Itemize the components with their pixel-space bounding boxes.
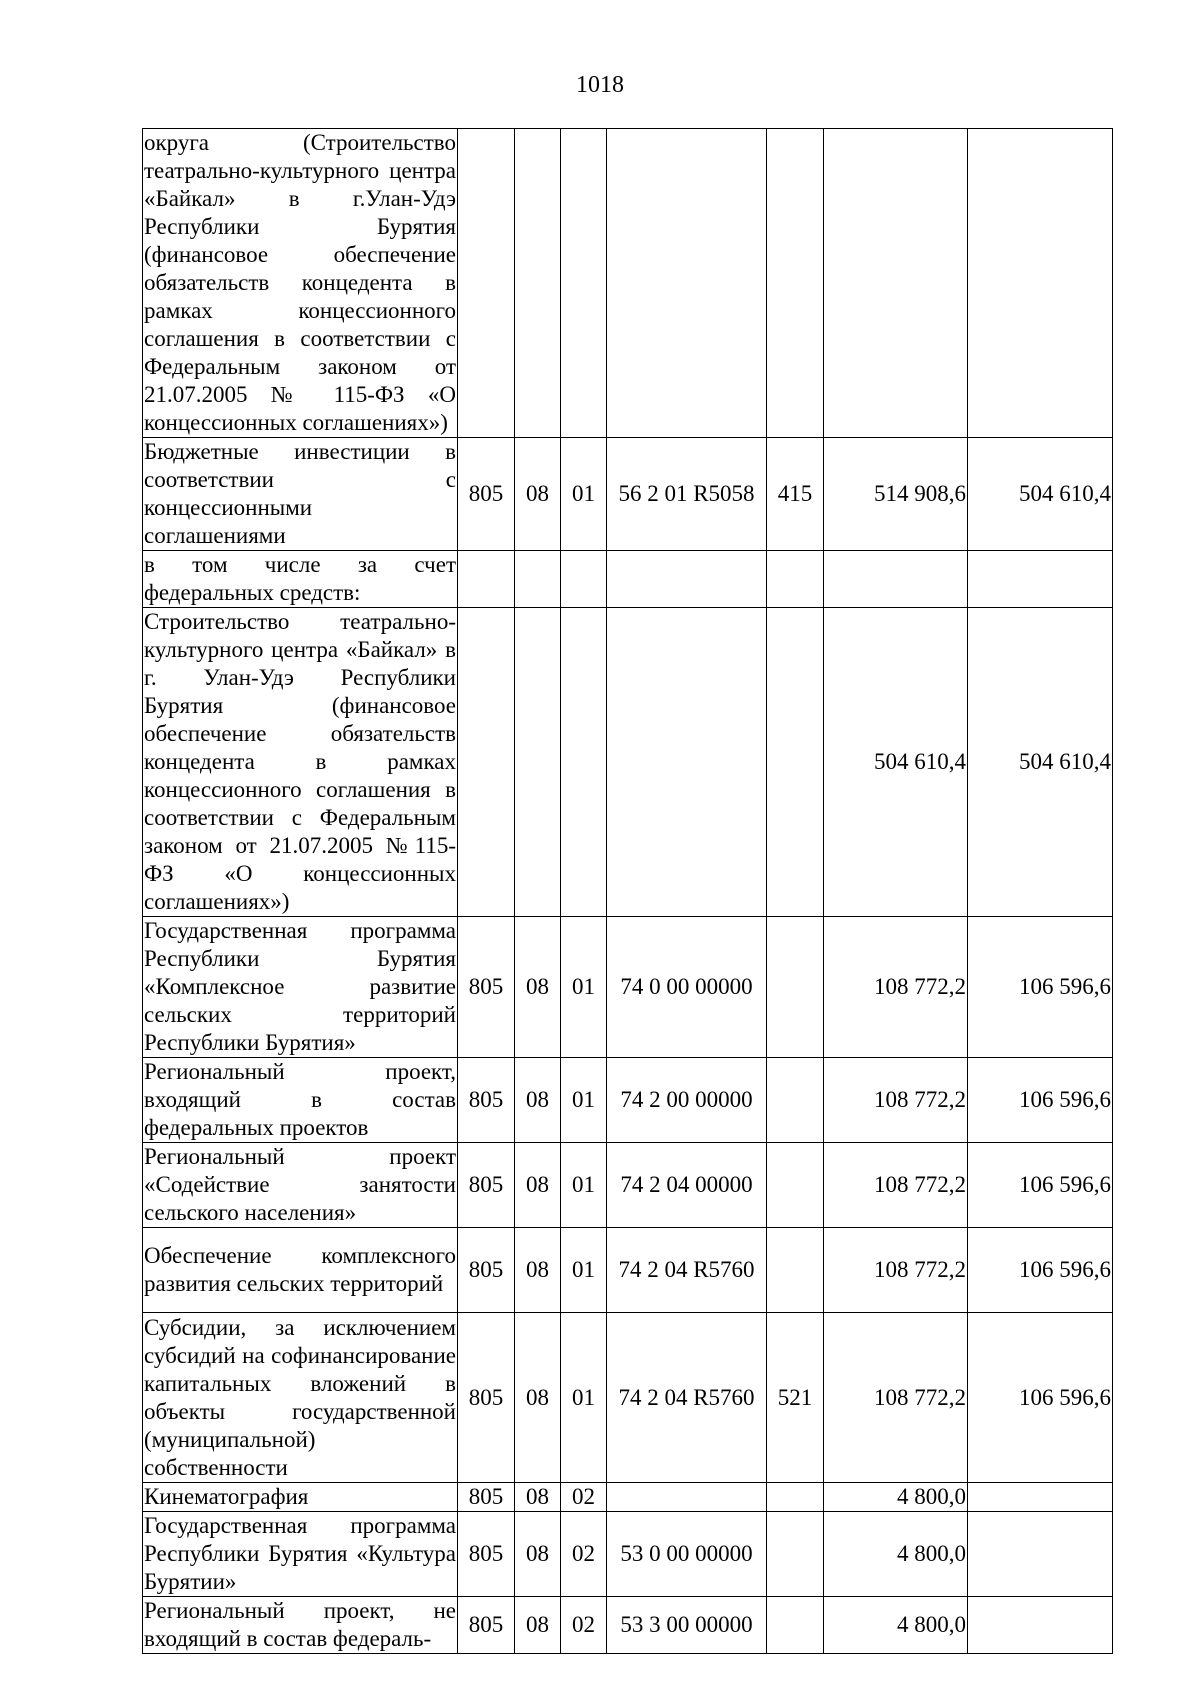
amount-year-1: 514 908,6 (824, 438, 968, 551)
table-row (143, 1143, 1113, 1228)
expense-type-code (767, 1058, 824, 1143)
subsection-code (561, 551, 607, 608)
target-article-code: 53 0 00 00000 (607, 1512, 767, 1597)
subsection-code: 02 (561, 1597, 607, 1654)
expense-type-code (767, 917, 824, 1058)
section-code (515, 551, 561, 608)
subsection-code (561, 129, 607, 438)
expense-type-code: 521 (767, 1313, 824, 1483)
section-code: 08 (515, 1483, 561, 1512)
budget-table (142, 128, 1113, 1654)
amount-year-2 (968, 551, 1113, 608)
grbs-code (458, 129, 515, 438)
amount-year-2: 106 596,6 (968, 1143, 1113, 1228)
section-code: 08 (515, 1313, 561, 1483)
section-code: 08 (515, 1597, 561, 1654)
row-name: Региональный проект, входящий в состав федеральных проектов (143, 1058, 458, 1143)
expense-type-code (767, 129, 824, 438)
target-article-code: 53 3 00 00000 (607, 1597, 767, 1654)
row-name: округа (Строительство театрально-культурного центра «Байкал» в г.Улан-Удэ Республики Бурятия (финансовое обеспечение обязательств концедента в рамках концессионного соглашения в соответствии с Федеральным законом от 21.07.2005 № 115-ФЗ «О концессионных соглашениях») (143, 129, 458, 438)
row-name: Строительство театрально-культурного центра «Байкал» в г. Улан-Удэ Республики Бурятия (финансовое обеспечение обязательств концедента в рамках концессионного соглашения в соответствии с Федеральным законом от 21.07.2005 №115-ФЗ «О концессионных соглашениях») (143, 608, 458, 917)
amount-year-1: 108 772,2 (824, 1058, 968, 1143)
section-code (515, 129, 561, 438)
section-code: 08 (515, 1058, 561, 1143)
grbs-code (458, 551, 515, 608)
target-article-code (607, 608, 767, 917)
grbs-code: 805 (458, 1058, 515, 1143)
amount-year-2 (968, 1483, 1113, 1512)
amount-year-2 (968, 1597, 1113, 1654)
table-row (143, 1313, 1113, 1483)
target-article-code: 74 2 00 00000 (607, 1058, 767, 1143)
amount-year-1 (824, 129, 968, 438)
amount-year-2: 106 596,6 (968, 1228, 1113, 1313)
subsection-code: 02 (561, 1483, 607, 1512)
section-code: 08 (515, 1228, 561, 1313)
amount-year-2: 106 596,6 (968, 1058, 1113, 1143)
expense-type-code (767, 1597, 824, 1654)
grbs-code: 805 (458, 1313, 515, 1483)
target-article-code: 74 0 00 00000 (607, 917, 767, 1058)
amount-year-1: 4 800,0 (824, 1597, 968, 1654)
amount-year-1 (824, 551, 968, 608)
grbs-code (458, 608, 515, 917)
page-number: 1018 (576, 72, 624, 98)
amount-year-1: 504 610,4 (824, 608, 968, 917)
row-name: в том числе за счет федеральных средств: (143, 551, 458, 608)
section-code: 08 (515, 1512, 561, 1597)
amount-year-2: 504 610,4 (968, 438, 1113, 551)
amount-year-2: 106 596,6 (968, 1313, 1113, 1483)
expense-type-code (767, 551, 824, 608)
table-row (143, 1483, 1113, 1512)
amount-year-1: 108 772,2 (824, 1228, 968, 1313)
grbs-code: 805 (458, 1512, 515, 1597)
grbs-code: 805 (458, 1483, 515, 1512)
target-article-code (607, 551, 767, 608)
target-article-code: 56 2 01 R5058 (607, 438, 767, 551)
amount-year-2 (968, 1512, 1113, 1597)
table-row (143, 1597, 1113, 1654)
expense-type-code (767, 1483, 824, 1512)
grbs-code: 805 (458, 1143, 515, 1228)
section-code: 08 (515, 438, 561, 551)
target-article-code (607, 129, 767, 438)
amount-year-1: 4 800,0 (824, 1483, 968, 1512)
expense-type-code (767, 1143, 824, 1228)
amount-year-1: 108 772,2 (824, 917, 968, 1058)
row-name: Субсидии, за исключением субсидий на софинансирование капитальных вложений в объекты государственной (муниципальной) собственности (143, 1313, 458, 1483)
table-row (143, 551, 1113, 608)
target-article-code: 74 2 04 00000 (607, 1143, 767, 1228)
subsection-code: 01 (561, 438, 607, 551)
target-article-code: 74 2 04 R5760 (607, 1313, 767, 1483)
row-name: Региональный проект «Содействие занятости сельского населения» (143, 1143, 458, 1228)
subsection-code: 01 (561, 1058, 607, 1143)
row-name: Региональный проект, не входящий в состав федераль- (143, 1597, 458, 1654)
row-name: Кинематография (143, 1483, 458, 1512)
amount-year-1: 108 772,2 (824, 1313, 968, 1483)
table-row (143, 1228, 1113, 1313)
grbs-code: 805 (458, 1597, 515, 1654)
grbs-code: 805 (458, 917, 515, 1058)
amount-year-2: 504 610,4 (968, 608, 1113, 917)
section-code: 08 (515, 1143, 561, 1228)
grbs-code: 805 (458, 1228, 515, 1313)
subsection-code: 01 (561, 1228, 607, 1313)
table-row (143, 1058, 1113, 1143)
amount-year-2: 106 596,6 (968, 917, 1113, 1058)
table-row (143, 608, 1113, 917)
expense-type-code: 415 (767, 438, 824, 551)
subsection-code: 01 (561, 1143, 607, 1228)
section-code (515, 608, 561, 917)
subsection-code: 01 (561, 1313, 607, 1483)
grbs-code: 805 (458, 438, 515, 551)
table-row (143, 917, 1113, 1058)
expense-type-code (767, 608, 824, 917)
target-article-code: 74 2 04 R5760 (607, 1228, 767, 1313)
subsection-code: 02 (561, 1512, 607, 1597)
amount-year-1: 108 772,2 (824, 1143, 968, 1228)
subsection-code: 01 (561, 917, 607, 1058)
row-name: Обеспечение комплексного развития сельских территорий (143, 1228, 458, 1313)
row-name: Государственная программа Республики Бурятия «Комплексное развитие сельских территорий Республики Бурятия» (143, 917, 458, 1058)
table-row (143, 129, 1113, 438)
table-row (143, 1512, 1113, 1597)
target-article-code (607, 1483, 767, 1512)
table-row (143, 438, 1113, 551)
section-code: 08 (515, 917, 561, 1058)
amount-year-1: 4 800,0 (824, 1512, 968, 1597)
subsection-code (561, 608, 607, 917)
expense-type-code (767, 1228, 824, 1313)
amount-year-2 (968, 129, 1113, 438)
row-name: Бюджетные инвестиции в соответствии с концессионными соглашениями (143, 438, 458, 551)
row-name: Государственная программа Республики Бурятия «Культура Бурятии» (143, 1512, 458, 1597)
expense-type-code (767, 1512, 824, 1597)
